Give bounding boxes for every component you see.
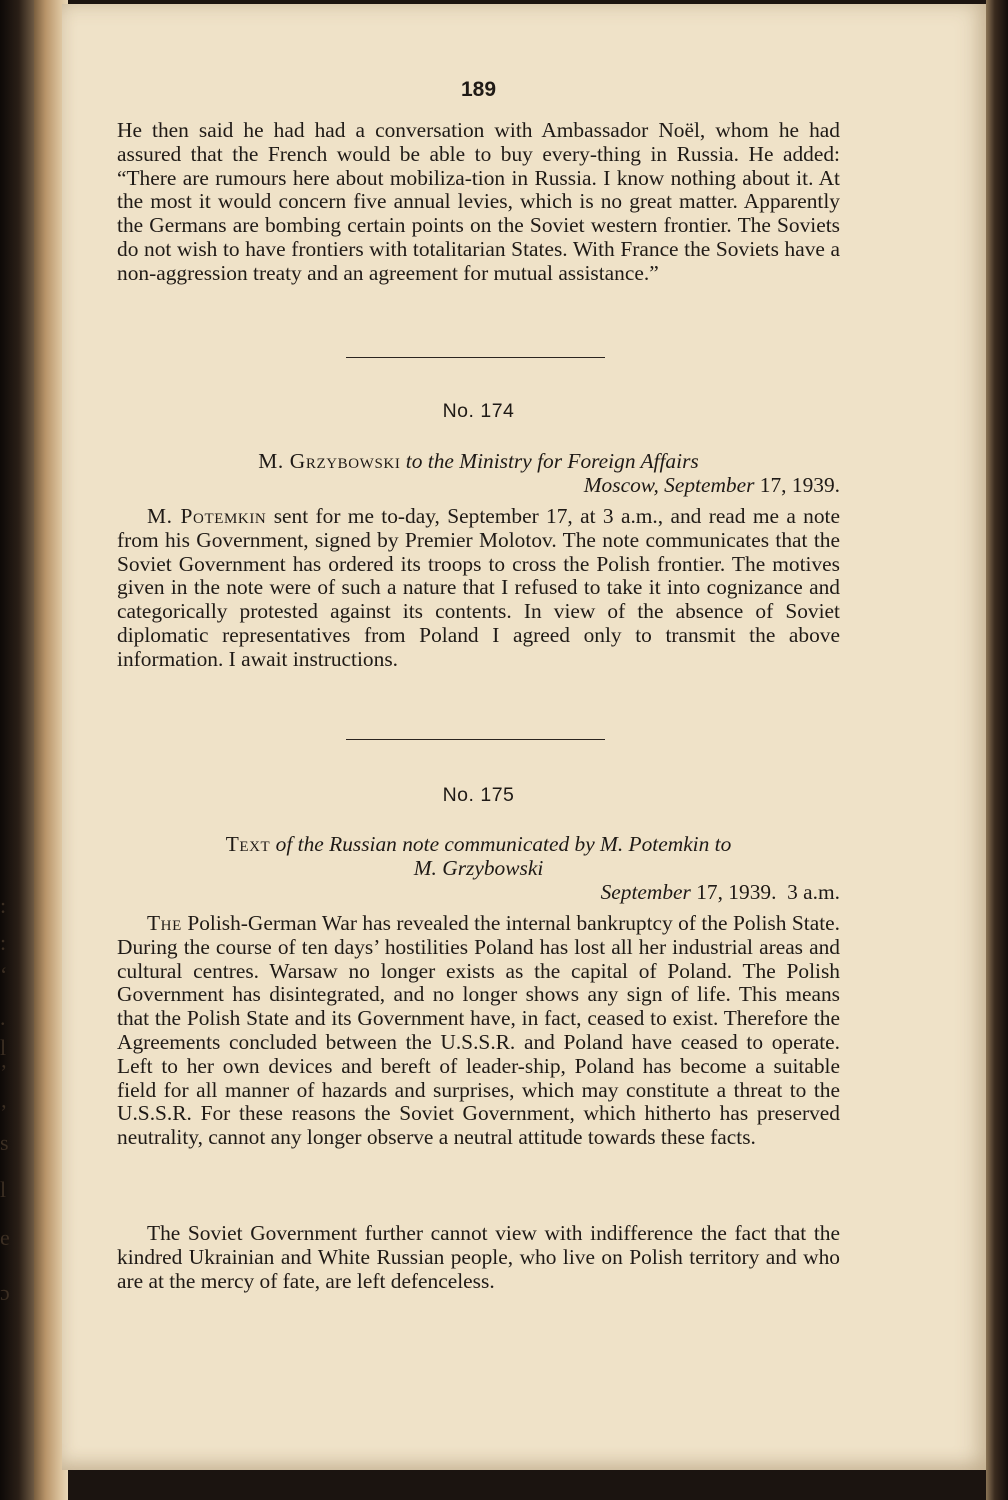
facing-fragment: l	[0, 1177, 7, 1202]
document-174-text: sent for me to-day, September 17, at 3 a.m., and read me a note from his Government, signed by Premier Molotov. The note communicates that the Soviet Government has ordered its troops to cross the Polish frontier. The motives given in the note were of such a nature that I refused to take it into cognizance and categorically protested against its contents. In view of the absence of Soviet diplomatic representatives from Poland I agreed only to transmit the above information. I await instructions.	[117, 504, 840, 671]
document-174-dateline	[117, 474, 840, 498]
page-number: 189	[460, 78, 497, 101]
document-175-title: of the Russian note communicated by M. Potemkin to	[275, 832, 732, 856]
document-175-title-line2: M. Grzybowski	[413, 856, 544, 880]
document-175-p1-lead: The	[147, 911, 182, 935]
document-174-recipient: to the Ministry for Foreign Affairs	[405, 449, 699, 473]
document-174-author: M. Grzybowski	[258, 449, 401, 473]
document-174-body	[117, 505, 840, 672]
facing-fragment: s	[0, 1130, 9, 1155]
section-divider	[346, 739, 605, 740]
facing-fragment: e	[0, 1225, 10, 1250]
continuation-paragraph: He then said he had had a conversation with Ambassador Noël, whom he had assured that the French would be able to buy every-thing in Russia. He added: “There are rumours here about mobiliza-tion in Russia. I know nothing about it. At the most it would concern five annual levies, which is no great matter. Apparently the Germans are bombing certain points on the Soviet western frontier. The Soviets do not wish to have frontiers with totalitarian States. With France the Soviets have a non-aggression treaty and an agreement for mutual assistance.”	[117, 118, 840, 285]
facing-fragment: .	[0, 1005, 6, 1030]
page-edge-shadow	[986, 0, 1008, 1500]
facing-page-fragments	[0, 0, 34, 1500]
facing-fragment: l	[0, 1035, 7, 1060]
document-175-date: 17, 1939. 3 a.m.	[696, 880, 840, 904]
facing-fragment: :	[0, 893, 7, 918]
facing-fragment: ʻ	[0, 962, 8, 987]
document-174-heading	[117, 450, 840, 474]
facing-fragment: ʼ	[0, 1100, 8, 1125]
document-175-paragraph-1	[117, 912, 840, 1150]
document-174-place-date: Moscow, September	[583, 473, 755, 497]
document-175-p1-text: Polish-German War has revealed the internal bankruptcy of the Polish State. During the course of ten days’ hostilities Poland has lost all her industrial areas and cultural centres. Warsaw no longer exists as the capital of Poland. The Polish Government has disintegrated, and no longer shows any sign of life. This means that the Polish State and its Government have, in fact, ceased to exist. Therefore the Agreements concluded between the U.S.S.R. and Poland have ceased to operate. Left to her own devices and bereft of leader-ship, Poland has become a suitable field for all manner of hazards and surprises, which may constitute a threat to the U.S.S.R. For these reasons the Soviet Government, which hitherto has preserved neutrality, cannot any longer observe a neutral attitude towards these facts.	[117, 911, 840, 1150]
document-175-month: September	[600, 880, 691, 904]
document-175-paragraph-2: The Soviet Government further cannot view with indifference the fact that the kindred Ukrainian and White Russian people, who live on Polish territory and who are at the mercy of fate, are left defenceless.	[117, 1221, 840, 1293]
facing-fragment: ʼ	[0, 1060, 8, 1085]
section-divider	[346, 357, 605, 358]
facing-fragment: :	[0, 930, 7, 955]
facing-fragment: ɔ	[0, 1280, 10, 1305]
book-page	[62, 4, 986, 1470]
document-175-heading	[117, 833, 840, 857]
document-175-title-lead: Text	[225, 832, 271, 856]
document-175-number: No. 175	[442, 784, 515, 806]
document-174-number: No. 174	[442, 400, 515, 422]
document-174-sender: M. Potemkin	[147, 504, 267, 528]
document-174-date: 17, 1939.	[759, 473, 840, 497]
document-175-dateline	[117, 881, 840, 905]
